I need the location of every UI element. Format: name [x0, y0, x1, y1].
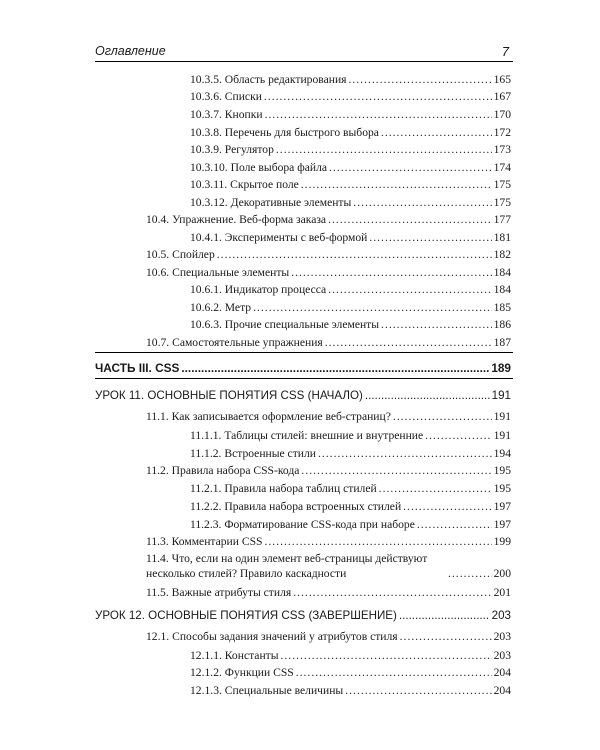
toc-entry-page: 204 [493, 684, 511, 697]
toc-entry-label: 10.4.1. Эксперименты с веб-формой [190, 231, 368, 244]
leader-dots [181, 361, 489, 375]
toc-entry-11-4 [146, 549, 511, 581]
toc-entry-11-1 [146, 406, 511, 424]
toc-entry-10-3-6 [190, 86, 511, 104]
leader-dots [293, 586, 491, 600]
toc-entry-label: 10.6.1. Индикатор процесса [190, 283, 327, 296]
toc-entry-10-6-2 [190, 297, 511, 315]
header-title: Оглавление [95, 44, 166, 58]
toc-entry-page: 173 [493, 143, 511, 156]
toc-entry-label: 11.5. Важные атрибуты стиля [146, 586, 292, 599]
toc-entry-label: 10.7. Самостоятельные упражнения [146, 336, 323, 349]
section-rule [95, 378, 513, 379]
toc-entry-12-1-2 [190, 662, 511, 680]
toc-entry-page: 175 [493, 196, 511, 209]
toc-entry-11-3 [146, 531, 511, 549]
toc-entry-label: УРОК 12. ОСНОВНЫЕ ПОНЯТИЯ CSS (ЗАВЕРШЕНИЕ) [95, 609, 397, 622]
toc-entry-label: 11.2.1. Правила набора таблиц стилей [190, 482, 377, 495]
toc-entry-page: 194 [493, 447, 511, 460]
toc-entry-10-6-1 [190, 279, 511, 297]
section-rule [95, 352, 513, 353]
toc-entry-label: 10.3.12. Декоративные элементы [190, 196, 352, 209]
toc-entry-label: 10.3.9. Регулятор [190, 143, 274, 156]
toc-entry-page: 189 [491, 361, 511, 375]
running-header [95, 44, 511, 62]
toc-entry-10-3-8 [190, 122, 511, 140]
leader-dots [369, 231, 491, 245]
toc-entry-11-1-1 [190, 425, 511, 443]
toc-entry-11-5 [146, 582, 511, 600]
leader-dots [379, 482, 492, 496]
toc-entry-10-4-1 [190, 227, 511, 245]
header-page-number: 7 [501, 44, 509, 59]
leader-dots [217, 248, 492, 262]
toc-entry-label: 10.5. Спойлер [146, 248, 215, 261]
leader-dots [348, 73, 491, 87]
toc-part-3 [95, 357, 511, 375]
leader-dots [448, 567, 492, 581]
toc-entry-page: 167 [493, 90, 511, 103]
toc-entry-12-1-1 [190, 645, 511, 663]
toc-entry-11-2-3 [190, 514, 511, 532]
toc-entry-page: 199 [493, 535, 511, 548]
leader-dots [276, 143, 492, 157]
toc-entry-page: 191 [493, 410, 511, 423]
toc-entry-page: 203 [493, 649, 511, 662]
toc-entry-page: 165 [493, 73, 511, 86]
toc-entry-page: 185 [493, 301, 511, 314]
toc-entry-label: 10.6.3. Прочие специальные элементы [190, 318, 380, 331]
toc-entry-page: 177 [493, 213, 511, 226]
leader-dots [301, 464, 491, 478]
leader-dots [296, 666, 492, 680]
leader-dots [393, 410, 492, 424]
toc-entry-label: УРОК 11. ОСНОВНЫЕ ПОНЯТИЯ CSS (НАЧАЛО) [95, 389, 363, 402]
toc-entry-label: 11.2.3. Форматирование CSS-кода при наборе [190, 518, 415, 531]
leader-dots [345, 684, 491, 698]
leader-dots [329, 161, 492, 175]
toc-entry-label: 11.2. Правила набора CSS-кода [146, 464, 300, 477]
toc-entry-10-5 [146, 244, 511, 262]
toc-entry-label: 10.3.10. Поле выбора файла [190, 161, 328, 174]
leader-dots [318, 447, 492, 461]
toc-entry-page: 175 [493, 178, 511, 191]
toc-entry-label: 12.1.3. Специальные величины [190, 684, 344, 697]
toc-entry-12-1-3 [190, 680, 511, 698]
toc-entry-page: 201 [493, 586, 511, 599]
toc-entry-label: 10.6.2. Метр [190, 301, 252, 314]
toc-entry-12-1 [146, 626, 511, 644]
toc-entry-page: 204 [493, 666, 511, 679]
toc-entry-label: 10.3.5. Область редактирования [190, 73, 347, 86]
toc-entry-page: 197 [493, 518, 511, 531]
leader-dots [417, 518, 492, 532]
toc-entry-11-2-1 [190, 478, 511, 496]
toc-entry-page: 186 [493, 318, 511, 331]
toc-entry-label: 10.3.6. Списки [190, 90, 262, 103]
leader-dots [365, 389, 490, 403]
toc-entry-label: 11.1.1. Таблицы стилей: внешние и внутренние [190, 429, 424, 442]
toc-entry-page: 203 [493, 630, 511, 643]
toc-lesson-11 [95, 385, 511, 403]
toc-lesson-12 [95, 605, 511, 623]
toc-entry-page: 203 [491, 609, 511, 622]
header-rule [95, 61, 513, 62]
leader-dots [328, 283, 491, 297]
toc-entry-label: ЧАСТЬ III. CSS [95, 361, 180, 375]
toc-entry-10-6 [146, 262, 511, 280]
leader-dots [425, 429, 491, 443]
toc-entry-11-1-2 [190, 443, 511, 461]
toc-entry-label: 12.1. Способы задания значений у атрибутов стиля [146, 630, 398, 643]
leader-dots [253, 301, 492, 315]
toc-entry-10-3-7 [190, 104, 511, 122]
toc-entry-11-2 [146, 460, 511, 478]
leader-dots [381, 318, 492, 332]
leader-dots [264, 90, 492, 104]
toc-entry-page: 170 [493, 108, 511, 121]
toc-entry-page: 181 [493, 231, 511, 244]
leader-dots [325, 336, 492, 350]
toc-entry-label: 10.3.11. Скрытое поле [190, 178, 299, 191]
toc-entry-page: 187 [493, 336, 511, 349]
toc-entry-page: 182 [493, 248, 511, 261]
leader-dots [281, 649, 492, 663]
toc-entry-11-2-2 [190, 496, 511, 514]
toc-entry-10-4 [146, 209, 511, 227]
toc-entry-label: 10.3.8. Перечень для быстрого выбора [190, 126, 379, 139]
leader-dots [353, 196, 491, 210]
leader-dots [381, 126, 492, 140]
leader-dots [265, 108, 492, 122]
toc-entry-10-3-12 [190, 192, 511, 210]
toc-entry-page: 184 [493, 283, 511, 296]
toc-entry-page: 172 [493, 126, 511, 139]
toc-entry-page: 200 [493, 567, 511, 580]
toc-entry-label: 12.1.1. Константы [190, 649, 279, 662]
toc-entry-label: 10.4. Упражнение. Веб-форма заказа [146, 213, 327, 226]
toc-entry-label: 11.3. Комментарии CSS [146, 535, 263, 548]
toc-entry-page: 191 [493, 429, 511, 442]
toc-entry-page: 195 [493, 482, 511, 495]
toc-entry-page: 195 [493, 464, 511, 477]
toc-entry-10-7 [146, 332, 511, 350]
leader-dots [301, 178, 492, 192]
toc-entry-label: 11.4. Что, если на один элемент веб-страницы действуют несколько стилей? Правило каскадности [146, 552, 428, 580]
toc-entry-10-3-11 [190, 174, 511, 192]
toc-entry-label: 10.3.7. Кнопки [190, 108, 263, 121]
toc-entry-label: 10.6. Специальные элементы [146, 266, 290, 279]
toc-entry-10-6-3 [190, 314, 511, 332]
toc-entry-label: 11.1. Как записывается оформление веб-страниц? [146, 410, 391, 423]
leader-dots [403, 500, 491, 514]
toc-entry-page: 191 [491, 389, 511, 402]
toc-entry-label: 11.2.2. Правила набора встроенных стилей [190, 500, 402, 513]
toc-entry-10-3-5 [190, 69, 511, 87]
toc-entry-page: 197 [493, 500, 511, 513]
leader-dots [400, 630, 492, 644]
toc-entry-10-3-9 [190, 139, 511, 157]
toc-entry-page: 174 [493, 161, 511, 174]
leader-dots [291, 266, 491, 280]
toc-entry-label: 11.1.2. Встроенные стили [190, 447, 316, 460]
leader-dots [399, 609, 490, 623]
toc-entry-10-3-10 [190, 157, 511, 175]
toc-entry-label: 12.1.2. Функции CSS [190, 666, 294, 679]
leader-dots [328, 213, 492, 227]
toc-entry-page: 184 [493, 266, 511, 279]
leader-dots [265, 535, 492, 549]
